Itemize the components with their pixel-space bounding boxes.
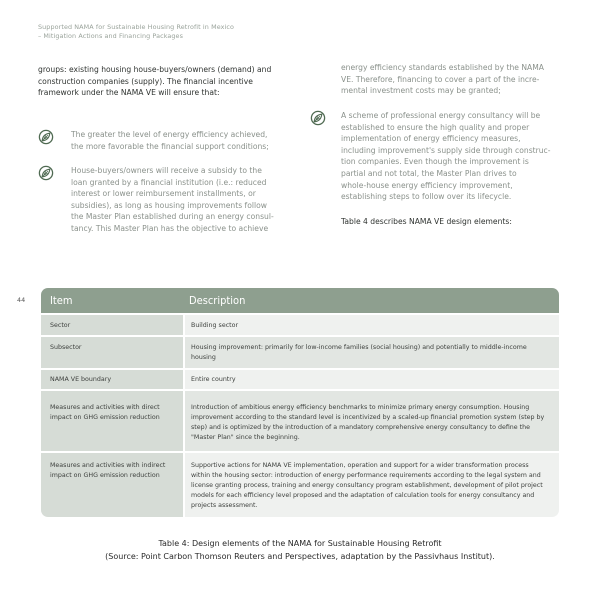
- text-line: The greater the level of energy efficiency achieved,: [71, 130, 268, 139]
- text-line: framework under the NAMA VE will ensure that:: [38, 88, 220, 98]
- text-line: including improvement's supply side through construc-: [341, 145, 551, 155]
- header-item: Item: [50, 294, 73, 307]
- running-head-line1: Supported NAMA for Sustainable Housing Retrofit in Mexico: [38, 23, 234, 31]
- header-description: Description: [189, 294, 246, 307]
- row-item: Subsector: [41, 337, 183, 368]
- table-row: [41, 451, 559, 517]
- text-line: whole-house energy efficiency improvement,: [341, 180, 513, 190]
- row-description: Entire country: [183, 370, 559, 389]
- right-continued: [341, 62, 565, 97]
- table-intro: Table 4 describes NAMA VE design elements:: [341, 217, 512, 226]
- row-item: NAMA VE boundary: [41, 370, 183, 389]
- text-line: the Master Plan established during an energy consul-: [71, 212, 274, 222]
- running-head-line2: – Mitigation Actions and Financing Packages: [38, 32, 184, 40]
- text-line: tancy. This Master Plan has the objective to achieve: [71, 223, 269, 233]
- page-number: 44: [17, 296, 26, 304]
- text-line: implementation of energy efficiency measures,: [341, 134, 521, 144]
- text-line: establishing steps to follow over its lifecycle.: [341, 192, 512, 202]
- text-line: VE. Therefore, financing to cover a part of the incre-: [341, 74, 540, 84]
- table-row: [41, 335, 559, 368]
- table-caption: [0, 538, 600, 563]
- bullet-item: [38, 129, 269, 152]
- text-line: construction companies (supply). The financial incentive: [38, 76, 253, 86]
- table-row: [41, 313, 559, 335]
- table-row: [41, 368, 559, 389]
- caption-line1: Table 4: Design elements of the NAMA for Sustainable Housing Retrofit: [158, 539, 442, 548]
- left-intro: [38, 64, 288, 99]
- row-item: Sector: [41, 315, 183, 335]
- text-line: mental investment costs may be granted;: [341, 86, 501, 96]
- text-line: subsidies), as long as housing improvements follow: [71, 200, 267, 210]
- table-header: [41, 288, 559, 313]
- row-description: Supportive actions for NAMA VE implementation, operation and support for a wider transformation process within the housing sector: introduction of energy performance requirements according to the legal system and license granting process, training and energy consultancy program establishment, development of pilot project models for each efficiency level proposed and the adaptation of calculation tools for energy consultancy and projects assessment.: [183, 453, 559, 517]
- row-description: Introduction of ambitious energy efficiency benchmarks to minimize primary energy consumption. Housing improvement according to the standard level is incentivized by a scaled-up financial promotion system (step by step) and is optimized by the introduction of a mandatory comprehensive energy consultancy to define the "Master Plan" since the beginning.: [183, 391, 559, 451]
- design-elements-table: [41, 288, 559, 517]
- row-item: Measures and activities with indirect impact on GHG emission reduction: [41, 453, 183, 517]
- leaf-icon: [38, 165, 54, 181]
- text-line: groups: existing housing house-buyers/owners (demand) and: [38, 65, 272, 74]
- text-line: interest or lower reimbursement installments, or: [71, 189, 256, 199]
- text-line: tion companies. Even though the improvement is: [341, 157, 529, 167]
- text-line: loan granted by a financial institution (i.e.: reduced: [71, 177, 267, 187]
- text-line: established to ensure the high quality and proper: [341, 122, 530, 132]
- caption-line2: (Source: Point Carbon Thomson Reuters and Perspectives, adaptation by the Passivhaus Institut).: [105, 551, 495, 561]
- leaf-icon: [38, 129, 54, 145]
- table-row: [41, 389, 559, 451]
- leaf-icon: [310, 110, 326, 126]
- text-line: the more favorable the financial support conditions;: [71, 141, 269, 151]
- running-head: [38, 23, 234, 41]
- bullet-item: [38, 165, 274, 235]
- row-item: Measures and activities with direct impact on GHG emission reduction: [41, 391, 183, 451]
- bullet-item: [310, 110, 550, 203]
- text-line: A scheme of professional energy consultancy will be: [341, 111, 541, 120]
- text-line: partial and not total, the Master Plan drives to: [341, 168, 517, 178]
- row-description: Housing improvement: primarily for low-income families (social housing) and potentially to middle-income housing: [183, 337, 559, 368]
- text-line: House-buyers/owners will receive a subsidy to the: [71, 166, 262, 175]
- text-line: energy efficiency standards established by the NAMA: [341, 63, 544, 72]
- row-description: Building sector: [183, 315, 559, 335]
